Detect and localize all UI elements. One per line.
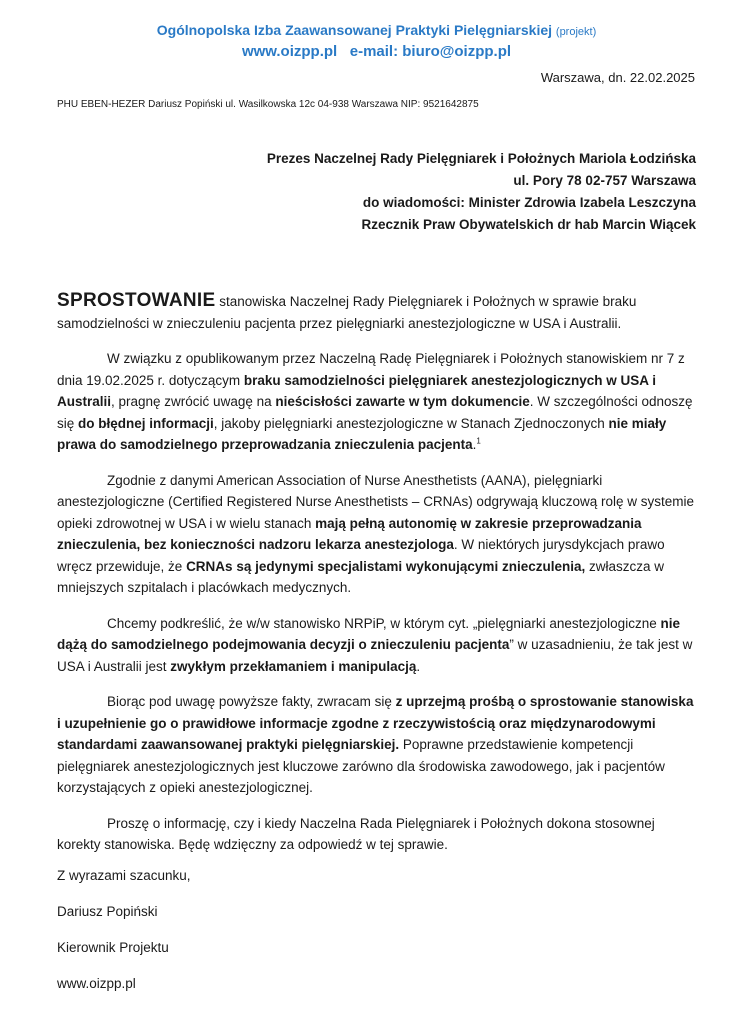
bold-span: mają pełną autonomię w zakresie przeprowadzania znieczulenia, bez konieczności nadzoru lekarza anestezjologa [57, 515, 642, 552]
title-subject: stanowiska Naczelnej Rady Pielęgniarek i Położnych w sprawie braku samodzielności w znieczuleniu pacjenta przez pielęgniarki anestezjologiczne w USA i Australii. [57, 294, 637, 331]
text-span: zwłaszcza w mniejszych szpitalach i placówkach medycznych. [57, 558, 664, 595]
bold-span: nie dążą do samodzielnego podejmowania decyzji o znieczuleniu pacjenta [57, 615, 680, 652]
org-name-line [0, 20, 753, 42]
text-span: , jakoby pielęgniarki anestezjologiczne w Stanach Zjednoczonych [213, 415, 609, 431]
closing-greeting: Z wyrazami szacunku, [57, 868, 191, 883]
email-label: e-mail: [349, 43, 399, 60]
bold-span: zwykłym przekłamaniem i manipulacją [170, 658, 417, 674]
bold-span: nieścisłości zawarte w tym dokumencie [275, 394, 530, 409]
text-span: . W niektórych jurysdykcjach prawo wręcz przewiduje, że [57, 537, 665, 574]
email-link[interactable]: biuro@oizpp.pl [402, 43, 512, 60]
footnote-marker[interactable]: 1 [476, 436, 481, 446]
title-paragraph [57, 290, 695, 334]
website-link[interactable]: www.oizpp.pl [241, 43, 338, 60]
text-span: Poprawne przedstawienie kompetencji pielęgniarek anestezjologicznych jest kluczowe zarówno dla środowiska zawodowego, jak i pacjentów korzystających z opieki anestezjologicznej. [57, 737, 665, 795]
contact-line [0, 42, 753, 62]
recipient-line: do wiadomości: Minister Zdrowia Izabela Leszczyna [362, 195, 696, 210]
signatory-role: Kierownik Projektu [57, 940, 169, 955]
closing-website-link[interactable]: www.oizpp.pl [57, 976, 136, 991]
letter-body [57, 290, 695, 870]
org-tag: (projekt) [555, 26, 597, 38]
paragraph-5: Proszę o informację, czy i kiedy Naczelna Rada Pielęgniarek i Położnych dokona stosownej korekty stanowiska. Będę wdzięczny za odpowiedź w tej sprawie. [57, 815, 655, 852]
letter-date: Warszawa, dn. 22.02.2025 [540, 70, 695, 85]
recipient-line: Rzecznik Praw Obywatelskich dr hab Marcin Wiącek [361, 217, 696, 232]
text-span: Chcemy podkreślić, że w/w stanowisko NRPiP, w którym cyt. „pielęgniarki anestezjologiczne [107, 615, 661, 631]
text-span: Zgodnie z danymi American Association of Nurse Anesthetists (AANA), pielęgniarki anestezjologiczne (Certified Registered Nurse Anesthetists – CRNAs) odgrywają kluczową rolę w systemie opieki zdrowotnej w USA i w wielu stanach [57, 472, 695, 531]
signatory-name: Dariusz Popiński [57, 904, 158, 919]
document-title: SPROSTOWANIE [57, 290, 216, 311]
text-span: . W szczególności odnoszę się [57, 394, 693, 431]
text-span: Biorąc pod uwagę powyższe fakty, zwracam się [107, 694, 396, 709]
paragraph-3 [57, 613, 695, 678]
sender-info: PHU EBEN-HEZER Dariusz Popiński ul. Wasilkowska 12c 04-938 Warszawa NIP: 9521642875 [57, 99, 479, 110]
letterhead [0, 20, 753, 62]
bold-span: z uprzejmą prośbą o sprostowanie stanowiska i uzupełnienie go o prawidłowe informacje zgodne z rzeczywistością oraz międzynarodowymi standardami zaawansowanej praktyki pielęgniarskiej. [57, 694, 694, 752]
closing-block [57, 868, 191, 1012]
text-span: , pragnę zwrócić uwagę na [111, 394, 276, 409]
bold-span: CRNAs są jedynymi specjalistami wykonującymi znieczulenia, [186, 558, 586, 574]
recipient-line: Prezes Naczelnej Rady Pielęgniarek i Położnych Mariola Łodzińska [266, 151, 696, 166]
paragraph-4 [57, 691, 695, 799]
bold-span: braku samodzielności pielęgniarek anestezjologicznych w USA i Australii [57, 372, 656, 409]
bold-span: nie miały prawa do samodzielnego przeprowadzania znieczulenia pacjenta [57, 415, 667, 452]
text-span: W związku z opublikowanym przez Naczelną Radę Pielęgniarek i Położnych stanowiskiem nr 7 z dnia 19.02.2025 r. dotyczącym [57, 351, 685, 388]
recipients-block [267, 148, 696, 236]
recipient-line: ul. Pory 78 02-757 Warszawa [513, 173, 696, 188]
org-name: Ogólnopolska Izba Zaawansowanej Praktyki Pielęgniarskiej [156, 22, 553, 38]
text-span: ” w uzasadnieniu, że tak jest w USA i Australii jest [57, 637, 693, 674]
text-span: . [416, 658, 421, 674]
bold-span: do błędnej informacji [78, 415, 214, 431]
paragraph-2 [57, 470, 695, 599]
paragraph-1 [57, 348, 695, 456]
text-span: . [472, 437, 477, 452]
